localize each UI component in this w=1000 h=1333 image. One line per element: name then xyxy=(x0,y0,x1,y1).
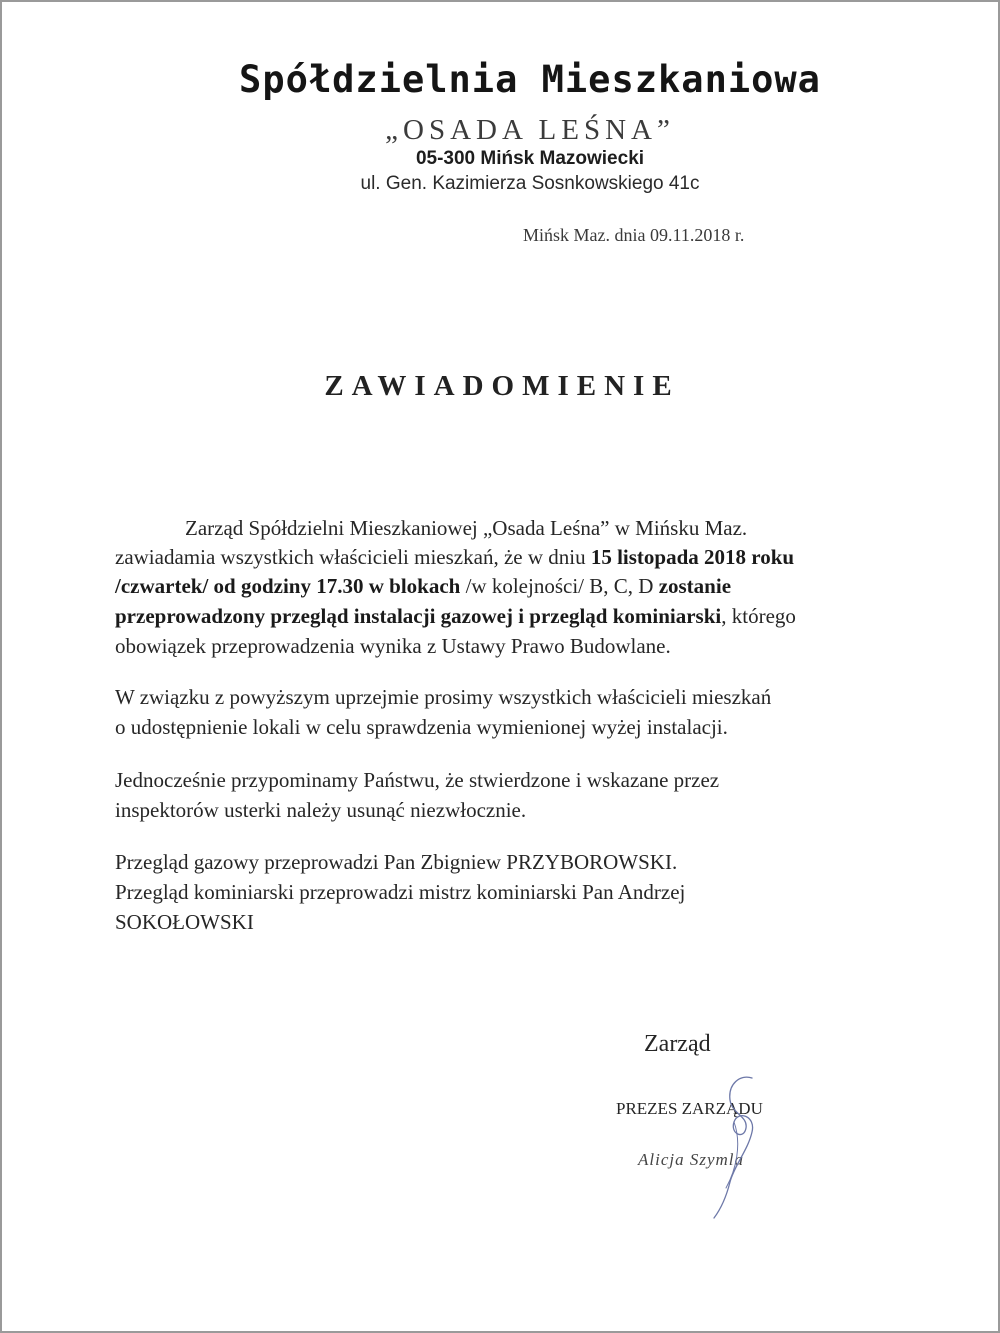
signature-board: Zarząd xyxy=(644,1031,711,1057)
paragraph-4-line-3: SOKOŁOWSKI xyxy=(115,910,254,934)
document-title: ZAWIADOMIENIE xyxy=(324,370,680,402)
date-highlight: 15 listopada 2018 roku xyxy=(590,545,795,569)
paragraph-3-line-2: inspektorów usterki należy usunąć niezwłocznie. xyxy=(115,798,527,822)
text-segment: /w kolejności/ B, C, D xyxy=(460,574,659,598)
paragraph-1-line-4 xyxy=(115,604,796,629)
paragraph-1-line-1: Zarząd Spółdzielni Mieszkaniowej „Osada Leśna” w Mińsku Maz. xyxy=(185,516,748,540)
paragraph-3-line-1: Jednocześnie przypominamy Państwu, że stwierdzone i wskazane przez xyxy=(115,768,720,792)
inspection-highlight: przeprowadzony przegląd instalacji gazowej i przegląd kominiarski xyxy=(115,604,722,628)
text-segment: zawiadamia wszystkich właścicieli mieszkań, że w dniu xyxy=(115,545,591,569)
org-name: Spółdzielnia Mieszkaniowa xyxy=(239,58,821,101)
date-line: Mińsk Maz. dnia 09.11.2018 r. xyxy=(523,225,745,245)
text-highlight: zostanie xyxy=(658,574,732,598)
org-city: 05-300 Mińsk Mazowiecki xyxy=(415,148,645,169)
signature-title: PREZES ZARZĄDU xyxy=(616,1099,763,1118)
org-street: ul. Gen. Kazimierza Sosnkowskiego 41c xyxy=(360,173,700,194)
paragraph-1-line-3 xyxy=(115,574,731,599)
time-highlight: /czwartek/ od godziny 17.30 w blokach xyxy=(115,574,461,598)
handwritten-signature xyxy=(690,1070,780,1220)
paragraph-2-line-1: W związku z powyższym uprzejmie prosimy wszystkich właścicieli mieszkań xyxy=(115,685,772,709)
paragraph-4-line-2: Przegląd kominiarski przeprowadzi mistrz kominiarski Pan Andrzej xyxy=(115,880,686,904)
paragraph-4-line-1: Przegląd gazowy przeprowadzi Pan Zbigniew PRZYBOROWSKI. xyxy=(115,850,678,874)
paragraph-1-line-5: obowiązek przeprowadzenia wynika z Ustawy Prawo Budowlane. xyxy=(115,634,671,658)
text-segment: , którego xyxy=(721,604,796,628)
paragraph-2-line-2: o udostępnienie lokali w celu sprawdzenia wymienionej wyżej instalacji. xyxy=(115,715,728,739)
paragraph-1-line-2 xyxy=(115,545,794,570)
signature-name: Alicja Szymla xyxy=(638,1150,745,1169)
org-subname: „OSADA LEŚNA” xyxy=(385,114,675,146)
